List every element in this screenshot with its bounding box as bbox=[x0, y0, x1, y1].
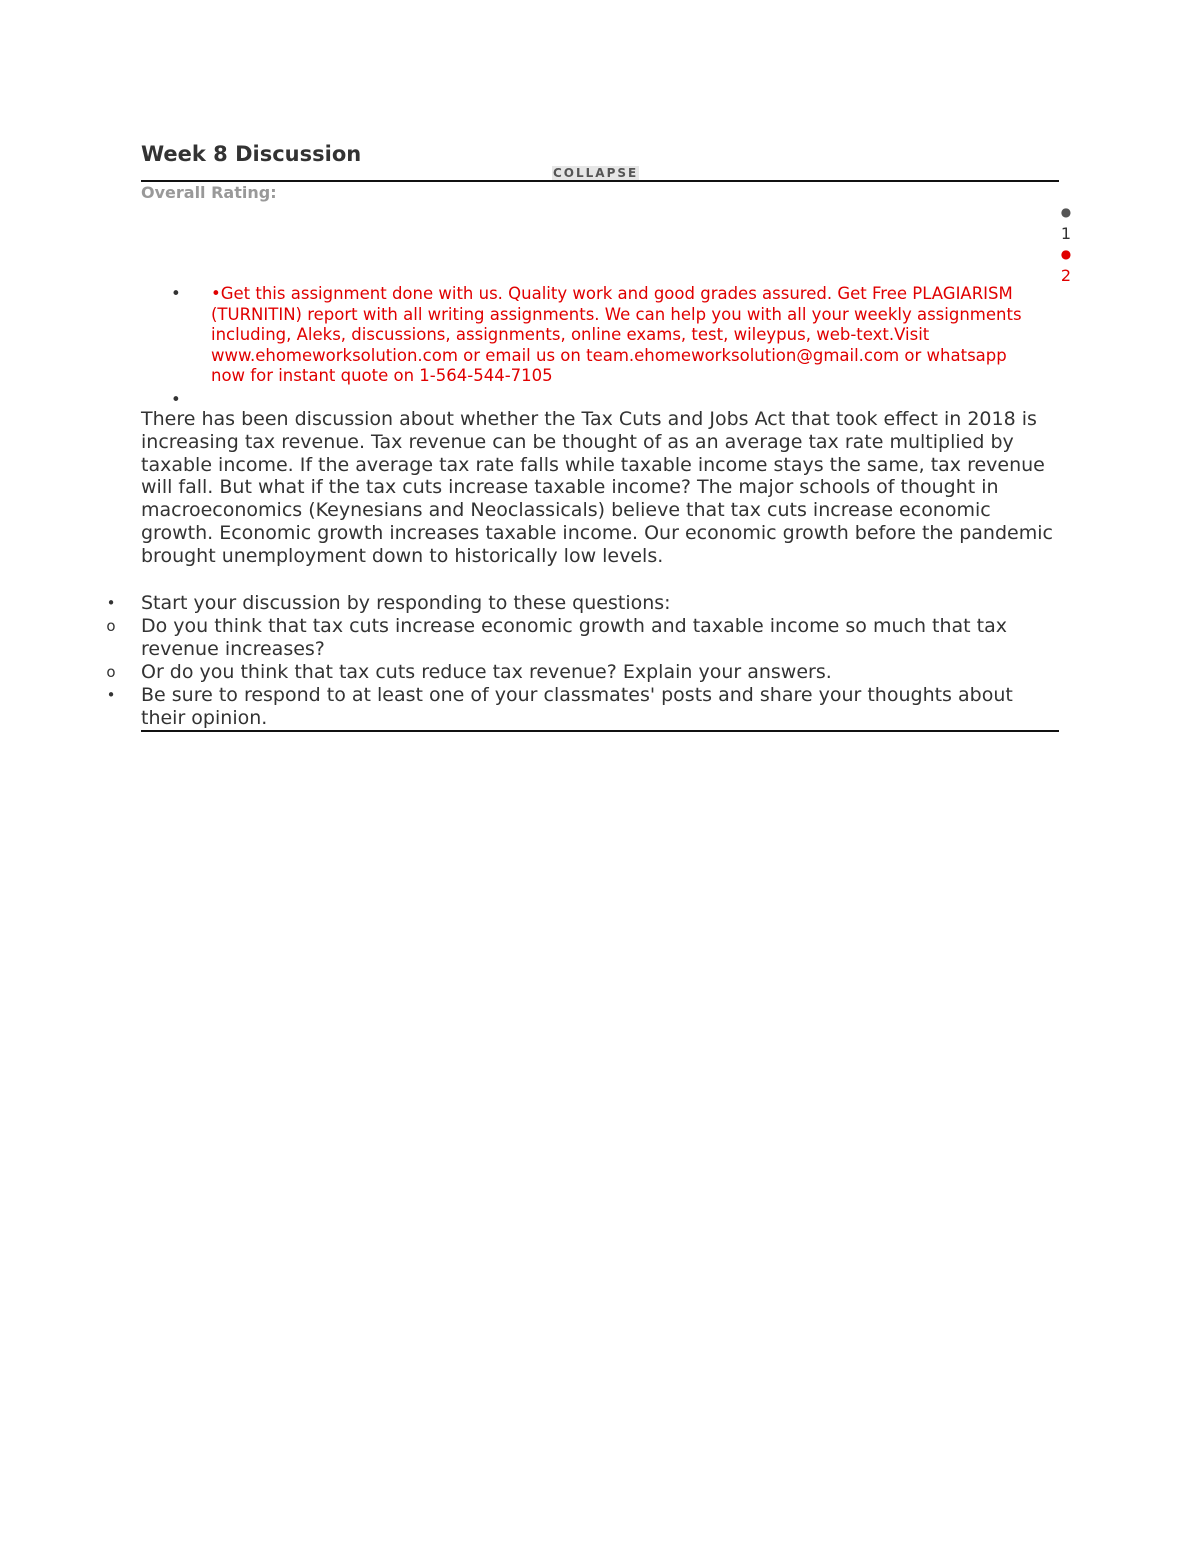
list-item-text: Be sure to respond to at least one of your classmates' posts and share your thoughts about their opinion. bbox=[141, 684, 1013, 729]
bottom-divider bbox=[141, 730, 1059, 732]
list-item-text: Do you think that tax cuts increase economic growth and taxable income so much that tax revenue increases? bbox=[141, 615, 1008, 660]
bullet-icon: • bbox=[171, 390, 181, 409]
circle-bullet-icon: o bbox=[106, 663, 116, 681]
top-divider bbox=[141, 180, 1059, 182]
circle-bullet-icon: o bbox=[106, 617, 116, 635]
pagination bbox=[1051, 202, 1081, 286]
bullet-icon: • bbox=[106, 594, 116, 612]
list-item-text: Start your discussion by responding to these questions: bbox=[141, 592, 671, 614]
page-bullet-icon: ● bbox=[1060, 205, 1072, 219]
bullet-icon: • bbox=[106, 686, 116, 704]
overall-rating-label: Overall Rating: bbox=[141, 183, 277, 202]
discussion-body: There has been discussion about whether the Tax Cuts and Jobs Act that took effect in 2018 is increasing tax revenue. Tax revenue can be thought of as an average tax rate multiplied by taxable income. If the average tax rate falls while taxable income stays the same, tax revenue will fall. But what if the tax cuts increase taxable income? The major schools of thought in macroeconomics (Keynesians and Neoclassicals) believe that tax cuts increase economic growth. Economic growth increases taxable income. Our economic growth before the pandemic brought unemployment down to historically low levels. bbox=[141, 408, 1053, 567]
page-link-2[interactable]: 2 bbox=[1060, 266, 1072, 285]
promo-block bbox=[171, 284, 1041, 409]
promo-text: •Get this assignment done with us. Quality work and good grades assured. Get Free PLAGIARISM (TURNITIN) report with all writing assignments. We can help you with all your weekly assignments including, Aleks, discussions, assignments, online exams, test, wileypus, web-text.Visit www.ehomeworksolution.com or email us on team.ehomeworksolution@gmail.com or whatsapp now for instant quote on 1-564-544-7105 bbox=[211, 284, 1022, 386]
discussion-page bbox=[106, 140, 1072, 729]
page-link-1[interactable]: 1 bbox=[1060, 224, 1072, 243]
list-item bbox=[101, 592, 1059, 615]
list-item bbox=[101, 684, 1059, 730]
collapse-button[interactable]: COLLAPSE bbox=[553, 166, 639, 180]
list-item bbox=[101, 661, 1059, 684]
page-title: Week 8 Discussion bbox=[141, 142, 362, 166]
page-bullet-icon: ● bbox=[1060, 247, 1072, 261]
question-list bbox=[101, 592, 1059, 730]
list-item bbox=[101, 615, 1059, 661]
bullet-icon: • bbox=[171, 284, 181, 303]
list-item-text: Or do you think that tax cuts reduce tax revenue? Explain your answers. bbox=[141, 661, 832, 683]
